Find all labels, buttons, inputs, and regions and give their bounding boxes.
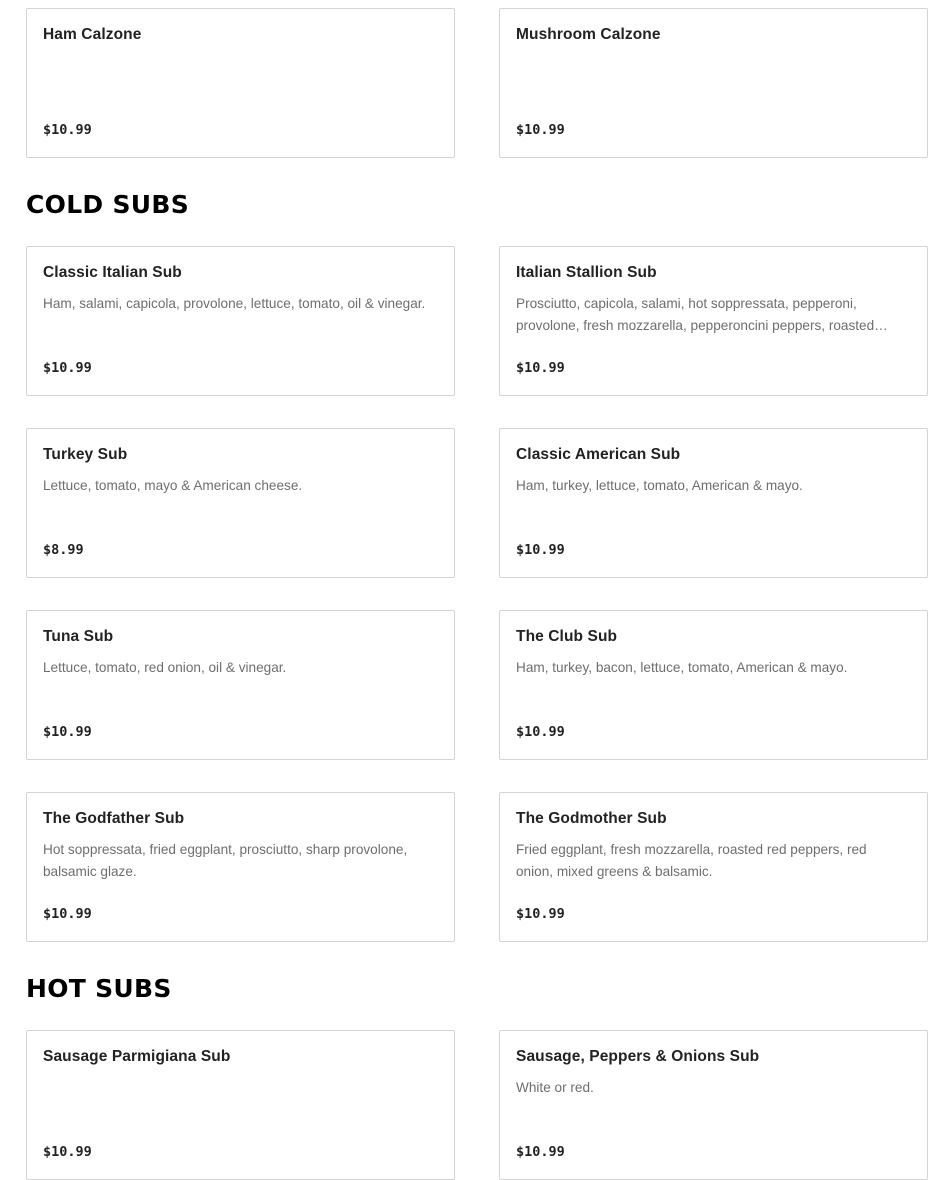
menu-item-name: Sausage Parmigiana Sub [43,1048,231,1065]
menu-item-price: $10.99 [516,122,565,138]
menu-item-price: $10.99 [516,724,565,740]
menu-item-card[interactable] [499,8,928,158]
menu-item-name: The Godfather Sub [43,810,185,827]
menu-item-description: Ham, salami, capicola, provolone, lettuce, tomato, oil & vinegar. [43,296,426,311]
menu-item-description: Lettuce, tomato, red onion, oil & vinegar. [43,660,287,675]
menu-item-description: Ham, turkey, bacon, lettuce, tomato, American & mayo. [516,660,848,675]
menu-item-card[interactable] [499,246,928,396]
menu-item-description: Ham, turkey, lettuce, tomato, American & mayo. [516,478,803,493]
menu-item-name: Tuna Sub [43,628,114,645]
menu-item-price: $10.99 [43,906,92,922]
menu-item-price: $10.99 [516,1144,565,1160]
menu-item-card[interactable] [26,792,455,942]
menu-item-price: $8.99 [43,542,84,558]
menu-item-card[interactable] [26,610,455,760]
menu-item-name: Classic Italian Sub [43,264,182,281]
menu-item-description: Hot soppressata, fried eggplant, prosciutto, sharp provolone, balsamic glaze. [43,842,408,879]
menu-item-price: $10.99 [516,360,565,376]
menu-item-description: Lettuce, tomato, mayo & American cheese. [43,478,303,493]
menu-item-price: $10.99 [516,906,565,922]
menu-item-card[interactable] [499,610,928,760]
menu-item-card[interactable] [499,1030,928,1180]
menu-item-description: Prosciutto, capicola, salami, hot soppressata, pepperoni, provolone, fresh mozzarella, pepperoncini peppers, roasted… [516,296,888,333]
menu-item-description: Fried eggplant, fresh mozzarella, roasted red peppers, red onion, mixed greens & balsamic. [516,842,867,879]
menu-item-price: $10.99 [43,122,92,138]
menu-item-name: Mushroom Calzone [516,26,661,43]
menu-item-card[interactable] [26,246,455,396]
menu-item-description: White or red. [516,1080,594,1095]
menu-item-name: The Godmother Sub [516,810,667,827]
menu-item-name: Italian Stallion Sub [516,264,657,281]
section-heading-cold-subs: COLD SUBS [26,190,190,219]
section-heading-hot-subs: HOT SUBS [26,974,172,1003]
menu-item-name: Sausage, Peppers & Onions Sub [516,1048,760,1065]
menu-item-price: $10.99 [43,1144,92,1160]
menu-item-price: $10.99 [43,724,92,740]
menu-item-name: The Club Sub [516,628,618,645]
menu-item-price: $10.99 [516,542,565,558]
menu-item-price: $10.99 [43,360,92,376]
menu-item-card[interactable] [26,428,455,578]
menu-item-card[interactable] [26,8,455,158]
menu-item-card[interactable] [499,792,928,942]
menu-item-name: Classic American Sub [516,446,681,463]
menu-item-card[interactable] [26,1030,455,1180]
menu-item-card[interactable] [499,428,928,578]
menu-item-name: Ham Calzone [43,26,142,43]
menu-item-name: Turkey Sub [43,446,128,463]
